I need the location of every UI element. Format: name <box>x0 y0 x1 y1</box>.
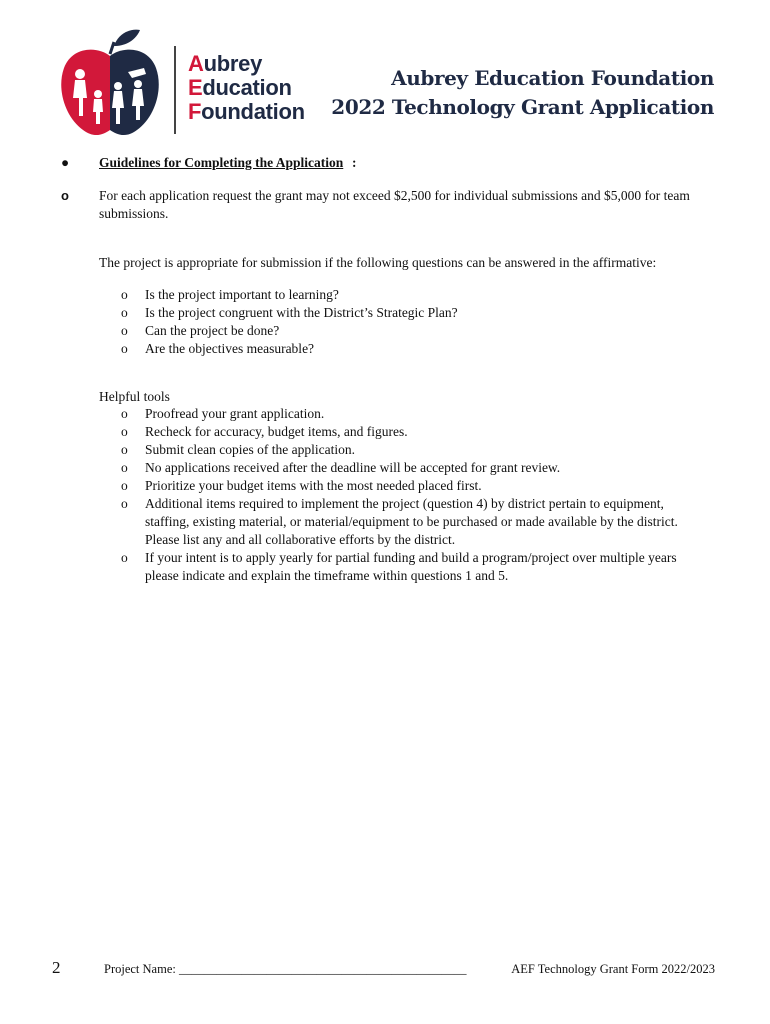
sub-bullet-icon: o <box>121 460 128 475</box>
question-text: Are the objectives measurable? <box>145 341 315 356</box>
logo-cap-a: A <box>188 51 204 76</box>
logo-word-education: ducation <box>202 75 292 100</box>
question-text: Is the project congruent with the District’s Strategic Plan? <box>145 305 458 320</box>
sub-bullet-icon: o <box>121 478 128 493</box>
guidelines-colon: : <box>352 155 357 170</box>
list-item <box>121 322 458 340</box>
sub-bullet-icon: o <box>121 496 128 511</box>
list-item <box>121 459 701 477</box>
project-name-field: Project Name: ______________________________________________ <box>104 962 467 976</box>
helpful-item-text: Recheck for accuracy, budget items, and figures. <box>145 424 408 439</box>
page-number: 2 <box>52 958 61 977</box>
list-item <box>121 495 701 549</box>
list-item <box>121 286 458 304</box>
guidelines-heading <box>99 154 343 172</box>
question-list <box>121 286 458 358</box>
logo-wordmark <box>188 52 305 124</box>
logo-word-aubrey: ubrey <box>203 51 263 76</box>
question-text: Is the project important to learning? <box>145 287 339 302</box>
helpful-item-text: No applications received after the deadline will be accepted for grant review. <box>145 460 561 475</box>
sub-bullet-icon: o <box>121 424 128 439</box>
sub-bullet-icon: o <box>121 341 128 356</box>
sub-bullet-icon: o <box>121 550 128 565</box>
helpful-item-text: Additional items required to implement the project (question 4) by district pertain to equipment, staffing, existing material, or material/equipment to be purchased or made available by the district. Please list any and all collaborative efforts by the district. <box>145 496 678 547</box>
title-line-2: 2022 Technology Grant Application <box>331 95 714 119</box>
sub-bullet-icon: o <box>121 442 128 457</box>
helpful-item-text: If your intent is to apply yearly for partial funding and build a program/project over multiple years please indicate and explain the timeframe within questions 1 and 5. <box>145 550 677 583</box>
list-item <box>121 340 458 358</box>
grant-limit-item <box>61 187 721 223</box>
list-item <box>121 405 701 423</box>
helpful-tools-list <box>121 405 701 585</box>
logo-divider <box>174 46 176 134</box>
helpful-item-text: Proofread your grant application. <box>145 406 325 421</box>
apple-logo-icon <box>58 28 162 138</box>
guidelines-heading-text: Guidelines for Completing the Application <box>99 155 344 170</box>
list-item <box>121 441 701 459</box>
list-item <box>121 549 701 585</box>
question-text: Can the project be done? <box>145 323 280 338</box>
title-line-1: Aubrey Education Foundation <box>391 66 714 90</box>
sub-bullet-icon: o <box>121 287 128 302</box>
document-title <box>331 64 714 122</box>
list-item <box>121 304 458 322</box>
helpful-item-text: Submit clean copies of the application. <box>145 442 355 457</box>
list-item <box>121 423 701 441</box>
sub-bullet-icon: o <box>121 323 128 338</box>
helpful-tools-heading: Helpful tools <box>99 389 170 404</box>
list-item <box>121 477 701 495</box>
logo-cap-e: E <box>188 75 203 100</box>
helpful-item-text: Prioritize your budget items with the most needed placed first. <box>145 478 482 493</box>
logo-cap-f: F <box>188 99 202 124</box>
sub-bullet-icon: o <box>121 406 128 421</box>
logo-word-foundation: oundation <box>201 99 305 124</box>
affirmative-intro: The project is appropriate for submission if the following questions can be answered in the affirmative: <box>99 255 657 270</box>
sub-bullet-icon: o <box>121 305 128 320</box>
grant-limit-text: For each application request the grant may not exceed $2,500 for individual submissions and $5,000 for team submissions. <box>99 188 690 221</box>
bullet-icon: ● <box>61 155 70 170</box>
form-label: AEF Technology Grant Form 2022/2023 <box>511 962 715 976</box>
hollow-bullet-icon: o <box>61 188 69 203</box>
aef-logo <box>58 28 333 138</box>
